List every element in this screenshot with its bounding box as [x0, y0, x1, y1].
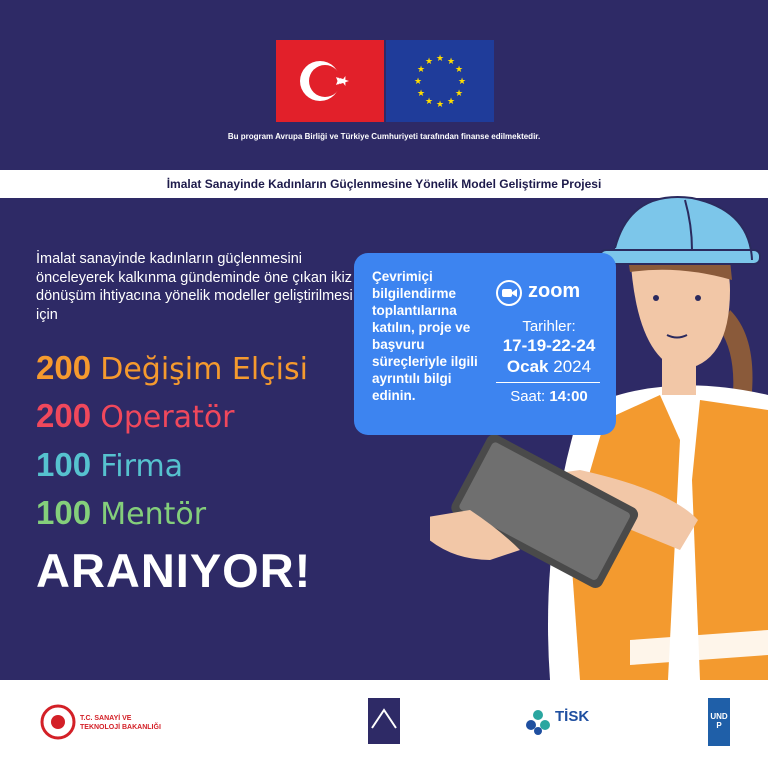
program-logo-icon	[368, 698, 400, 744]
footer-logos	[0, 680, 768, 768]
info-text: Çevrimiçi bilgilendirme toplantılarına katılın, proje ve başvuru süreçleriyle ilgili ayrıntılı bilgi edinin.	[372, 269, 478, 403]
meeting-month-year: Ocak 2024	[506, 357, 592, 376]
svg-text:★: ★	[457, 77, 467, 87]
svg-text:★: ★	[435, 54, 445, 64]
ministry-logo-icon	[40, 704, 76, 740]
funding-note: Bu program Avrupa Birliği ve Türkiye Cumhuriyeti tarafından finanse edilmektedir.	[227, 132, 541, 141]
stat-mentors: 100 Mentör	[36, 494, 207, 532]
svg-text:★: ★	[435, 100, 445, 110]
svg-text:★: ★	[424, 97, 434, 107]
zoom-label: zoom	[528, 280, 581, 302]
svg-text:★: ★	[454, 89, 464, 99]
zoom-icon	[496, 280, 526, 306]
project-title: İmalat Sanayinde Kadınların Güçlenmesine Yönelik Model Geliştirme Projesi	[0, 170, 768, 198]
stat-operators: 200 Operatör	[36, 397, 235, 435]
ministry-logo-text: T.C. SANAYİ VE TEKNOLOJİ BAKANLIĞI	[80, 715, 161, 731]
call-to-action: ARANIYOR!	[36, 544, 312, 597]
dates-label: Tarihler:	[522, 318, 576, 335]
tisk-logo-text: TİSK	[555, 708, 590, 725]
meeting-time: Saat: 14:00	[510, 388, 588, 405]
svg-text:★: ★	[446, 97, 456, 107]
intro-text: İmalat sanayinde kadınların güçlenmesini önceleyerek kalkınma gündeminde öne çıkan ikiz dönüşüm ihtiyacına yönelik modeller geliştirilmesi için	[36, 251, 353, 323]
eu-flag-icon	[386, 40, 494, 122]
header-band	[0, 0, 768, 170]
svg-text:★: ★	[454, 65, 464, 75]
svg-text:★: ★	[424, 57, 434, 67]
undp-logo: UNDP	[708, 698, 730, 746]
svg-text:★: ★	[416, 89, 426, 99]
stat-change-ambassadors: 200 Değişim Elçisi	[36, 349, 308, 387]
stat-firms: 100 Firma	[36, 446, 184, 484]
svg-text:★: ★	[446, 57, 456, 67]
meeting-dates: 17-19-22-24	[502, 336, 596, 355]
svg-text:★: ★	[413, 77, 423, 87]
svg-text:★: ★	[416, 65, 426, 75]
divider	[496, 382, 600, 383]
tisk-logo-icon	[524, 708, 552, 736]
turkey-flag-icon	[276, 40, 384, 122]
